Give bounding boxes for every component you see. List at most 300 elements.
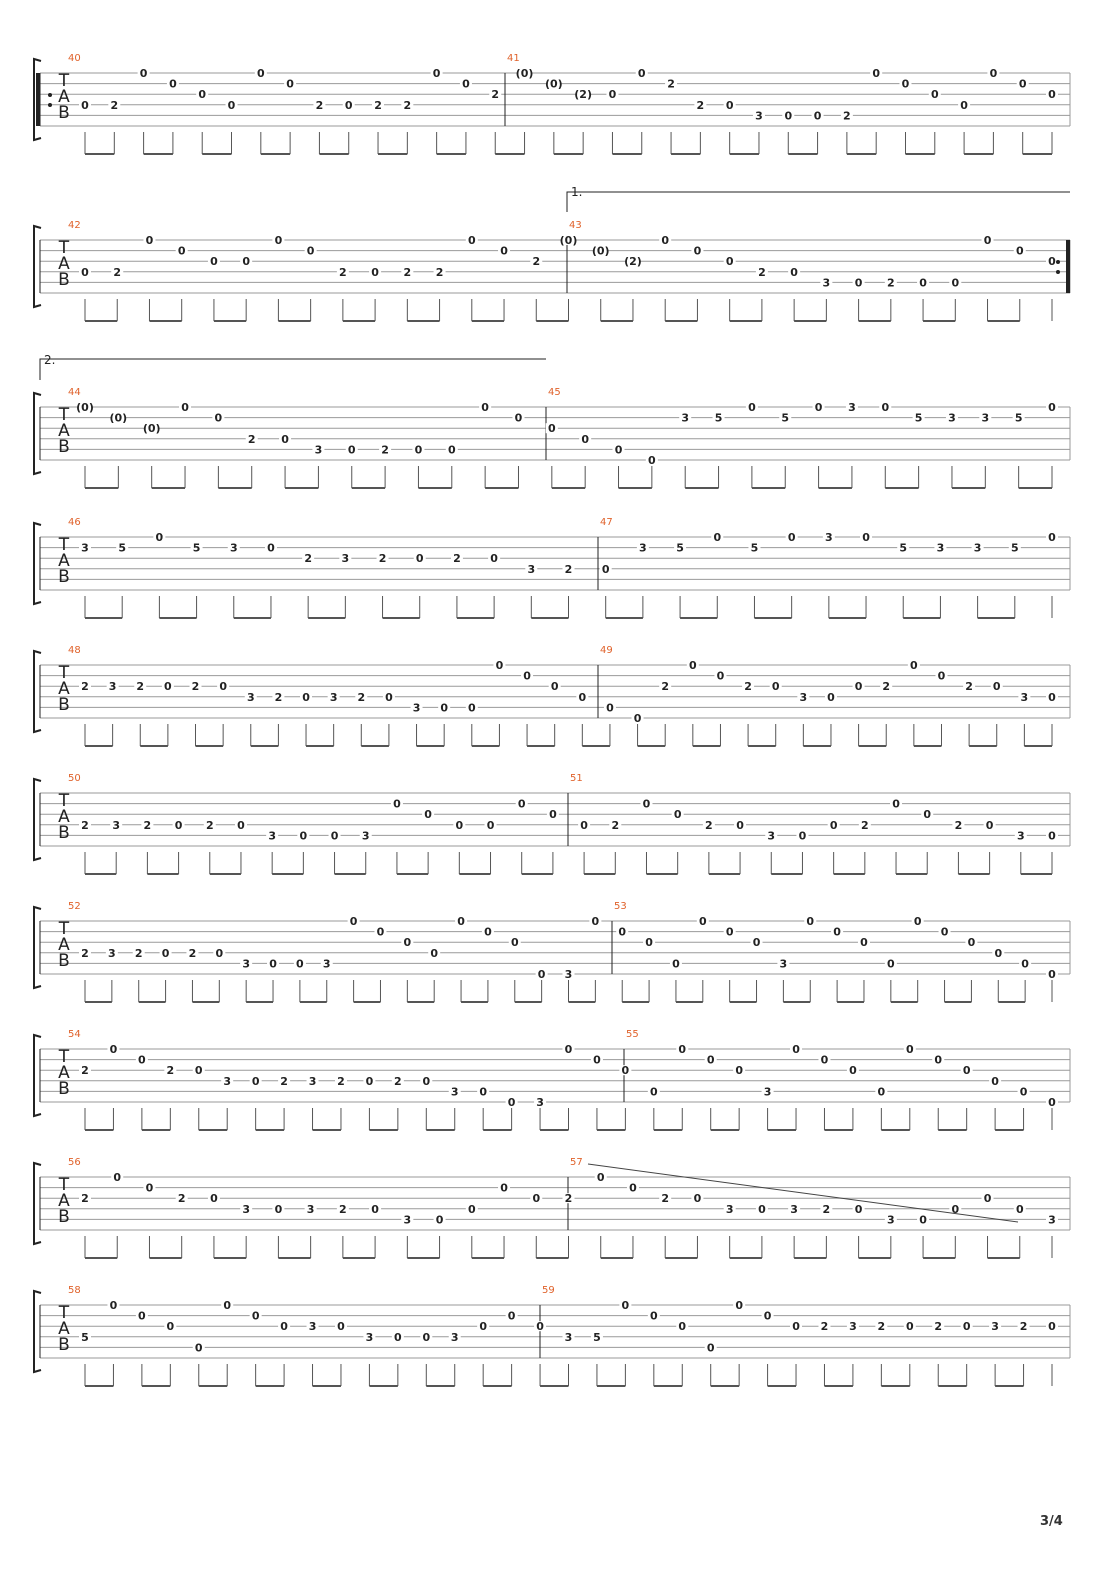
fret-number: 0 [678,1320,687,1334]
tab-system [34,1157,1070,1258]
tab-clef-letter: T [58,535,70,555]
fret-number: 0 [532,1192,541,1206]
fret-number: 0 [792,1043,800,1056]
fret-number: 0 [706,1053,715,1067]
fret-number: 0 [854,276,863,290]
fret-number: 0 [139,67,148,80]
volta-label: 2. [44,353,56,367]
fret-number: 0 [109,1043,118,1056]
volta-bracket [567,192,1070,212]
tab-clef-letter: A [58,1063,70,1083]
fret-number: 0 [661,234,670,247]
tab-system [34,901,1070,1002]
fret-number: 0 [547,422,556,436]
fret-number: 0 [913,915,922,928]
fret-number: 0 [169,77,177,91]
fret-number: 2 [661,1192,670,1206]
fret-number: 0 [735,1299,743,1312]
tab-clef-letter: T [58,1303,70,1323]
fret-number: 2 [696,98,705,112]
fret-number: 2 [81,1192,89,1206]
fret-number: 0 [645,936,653,950]
fret-number: 3 [639,541,647,555]
fret-number: 0 [1048,968,1056,981]
measure-number: 48 [68,645,81,656]
fret-number: 2 [705,818,713,832]
fret-number: 0 [596,1171,605,1184]
fret-number: 2 [491,88,500,102]
fret-number: 2 [820,1320,829,1334]
fret-number: 0 [642,797,651,811]
fret-number: 0 [689,659,697,672]
fret-number: 0 [145,1181,154,1195]
measure-number: 51 [570,773,583,784]
fret-number: 0 [349,915,358,928]
fret-number: 2 [403,98,412,112]
fret-number: (0) [544,77,563,91]
fret-number: 2 [934,1320,943,1334]
fret-number: 0 [923,808,932,822]
fret-number: 2 [435,265,444,279]
fret-number: 0 [81,98,89,112]
repeat-signs [36,73,1070,293]
fret-number: 0 [237,818,245,832]
fret-number: 0 [578,690,587,704]
fret-number: 0 [649,1085,658,1099]
fret-number: 0 [181,401,189,414]
fret-number: 0 [393,797,401,811]
repeat-thick-bar [36,73,40,126]
measure-number: 41 [507,53,520,64]
fret-number: 0 [155,531,164,544]
measure-number: 47 [600,517,613,528]
fret-number: 3 [536,1096,544,1109]
tab-clef-letter: B [58,1335,70,1355]
fret-number: 0 [1048,255,1056,269]
fret-number: 0 [422,1074,431,1088]
fret-number: 3 [564,1330,573,1344]
fret-number: 2 [315,98,324,112]
fret-number: 0 [299,829,308,843]
fret-number: 0 [549,808,557,822]
tab-clef-letter: A [58,254,70,274]
fret-number: 0 [457,915,465,928]
fret-number: 0 [991,1074,999,1088]
fret-number: 2 [177,1192,186,1206]
fret-number: 0 [940,925,949,939]
fret-number: 0 [591,915,600,928]
slide-line [588,1164,1018,1222]
fret-number: 2 [532,255,541,269]
fret-number: 0 [849,1064,857,1078]
fret-number: 2 [81,1064,89,1078]
fret-number: 0 [854,680,863,694]
fret-number: 3 [779,957,788,971]
fret-number: 2 [378,552,387,566]
fret-number: 0 [763,1309,772,1323]
fret-number: 2 [357,690,366,704]
tab-clef-letter: B [58,270,70,290]
fret-number: 0 [523,669,531,683]
fret-number: 0 [330,829,339,843]
fret-number: 3 [81,541,89,555]
fret-number: 3 [314,443,323,457]
fret-number: 0 [787,531,796,544]
fret-number: 0 [302,690,310,704]
tab-system [34,220,1070,321]
fret-number: 2 [381,443,389,457]
measure-number: 55 [626,1029,639,1040]
fret-number: 2 [339,1202,347,1216]
fret-number: 0 [693,244,702,258]
fret-number: 5 [781,411,790,425]
tab-clef-letter: T [58,919,70,939]
fret-number: 3 [322,957,331,971]
fret-number: 0 [138,1309,146,1323]
fret-number: 0 [371,1202,379,1216]
fret-number: 0 [467,1202,476,1216]
fret-number: 0 [951,1202,960,1216]
fret-number: 0 [725,925,734,939]
fret-number: 3 [564,968,573,981]
fret-number: 2 [667,77,675,91]
fret-number: 2 [744,680,752,694]
tab-system [34,645,1070,746]
fret-number: 0 [376,925,385,939]
fret-number: 2 [661,680,670,694]
fret-number: 0 [581,432,590,446]
fret-number: 0 [930,88,939,102]
fret-number: 3 [361,829,370,843]
fret-number: 3 [763,1085,772,1099]
fret-number: 2 [339,265,347,279]
fret-number: 2 [274,690,283,704]
fret-number: 0 [481,401,489,414]
fret-number: 3 [403,1213,412,1227]
fret-number: 2 [280,1074,288,1088]
tab-clef-letter: B [58,1079,70,1099]
fret-number: 3 [767,829,776,843]
volta-first [567,185,1070,212]
fret-number: 0 [608,88,617,102]
fret-number: 2 [843,109,851,123]
tab-clef-letter: T [58,405,70,425]
fret-number: 0 [177,244,186,258]
fret-number: 0 [1048,829,1056,843]
fret-number: 3 [1048,1213,1056,1227]
fret-number: 3 [848,401,856,414]
tab-clef-letter: B [58,823,70,843]
measure-number: 52 [68,901,81,912]
fret-number: 0 [1018,77,1027,91]
fret-number: 0 [415,552,424,566]
fret-number: 0 [813,109,822,123]
fret-number: 3 [112,818,121,832]
measure-number: 58 [68,1285,81,1296]
fret-number: 0 [606,701,614,715]
fret-number: 3 [799,690,808,704]
fret-number: 2 [136,680,145,694]
fret-number: (0) [109,411,128,425]
fret-number: 0 [725,255,734,269]
fret-number: 2 [166,1064,175,1078]
fret-number: 0 [937,669,946,683]
fret-number: 0 [748,401,756,414]
fret-number: 0 [860,936,868,950]
fret-number: 3 [229,541,238,555]
fret-number: 0 [267,541,275,555]
tab-clef-letter: T [58,663,70,683]
fret-number: (0) [142,422,161,436]
fret-number: 0 [440,701,448,715]
tab-system [34,387,1070,488]
fret-number: 0 [296,957,304,971]
fret-number: 0 [614,443,623,457]
fret-number: 2 [954,818,963,832]
fret-number: 0 [792,1320,800,1334]
fret-number: 5 [1010,541,1019,555]
fret-number: 0 [564,1043,573,1056]
fret-number: 0 [820,1053,829,1067]
fret-number: 0 [784,109,793,123]
fret-number: 0 [752,936,761,950]
fret-number: 2 [1019,1320,1028,1334]
fret-number: 0 [347,443,356,457]
fret-number: 3 [308,1074,317,1088]
measure-number: 56 [68,1157,81,1168]
fret-number: 0 [467,234,476,247]
fret-number: 0 [281,432,289,446]
fret-number: 0 [435,1213,444,1227]
fret-number: 0 [490,552,498,566]
fret-number: 3 [849,1320,857,1334]
fret-number: 0 [735,1064,743,1078]
fret-number: 3 [1016,829,1025,843]
fret-number: 0 [593,1053,601,1067]
fret-number: 0 [580,818,588,832]
fret-number: 0 [479,1320,488,1334]
fret-number: 2 [81,946,89,960]
fret-number: 2 [143,818,152,832]
fret-number: 3 [790,1202,798,1216]
measure-number: 59 [542,1285,555,1296]
fret-number: 0 [736,818,744,832]
measure-number: 42 [68,220,81,231]
fret-number: 0 [550,680,559,694]
fret-number: 3 [268,829,276,843]
fret-number: 0 [194,1064,203,1078]
fret-number: 2 [81,818,89,832]
tab-clef-letter: T [58,71,70,91]
fret-number: 0 [1048,88,1056,102]
fret-number: 2 [453,552,461,566]
fret-number: 3 [981,411,990,425]
fret-number: 0 [286,77,294,91]
fret-number: 0 [210,255,218,269]
repeat-dot [1056,260,1060,264]
fret-number: 0 [678,1043,687,1056]
fret-number: 0 [967,936,976,950]
fret-number: (0) [591,244,610,258]
fret-number: 2 [861,818,869,832]
fret-number: 5 [914,411,923,425]
fret-number: 0 [827,690,835,704]
fret-number: 5 [593,1330,601,1344]
fret-number: 2 [877,1320,886,1334]
fret-number: 0 [109,1299,118,1312]
fret-number: 0 [892,797,900,811]
tab-system [34,1029,1070,1130]
fret-number: 3 [936,541,945,555]
measure-number: 45 [548,387,561,398]
tab-system [34,1285,1070,1386]
fret-number: 0 [989,67,998,80]
fret-number: 0 [905,1320,914,1334]
fret-number: 0 [1048,1320,1056,1334]
fret-number: 3 [681,411,690,425]
fret-number: 0 [219,680,227,694]
measure-number: 44 [68,387,81,398]
tab-clef-letter: B [58,103,70,123]
fret-number: 0 [618,925,627,939]
tab-clef-letter: A [58,1319,70,1339]
fret-number: 0 [500,1181,508,1195]
fret-number: 5 [676,541,684,555]
fret-number: 3 [822,276,831,290]
fret-number: 3 [450,1085,459,1099]
fret-number: 0 [985,818,994,832]
fret-number: 0 [210,1192,218,1206]
fret-number: 0 [484,925,492,939]
fret-number: 0 [385,690,393,704]
fret-number: 0 [790,265,798,279]
fret-number: 0 [344,98,353,112]
tab-clef-letter: A [58,421,70,441]
fret-number: 2 [247,432,256,446]
fret-number: 5 [118,541,127,555]
fret-number: 0 [829,818,838,832]
tab-clef-letter: A [58,679,70,699]
tab-clef-letter: A [58,935,70,955]
fret-number: 0 [648,454,656,467]
fret-number: 3 [223,1074,232,1088]
fret-number: 3 [527,562,536,576]
tab-clef-letter: A [58,807,70,827]
fret-number: 0 [517,797,526,811]
tab-clef-letter: A [58,1191,70,1211]
fret-number: 2 [205,818,214,832]
fret-number: 0 [919,1213,927,1227]
fret-number: 0 [862,531,870,544]
fret-number: 0 [430,946,439,960]
fret-number: 2 [191,680,200,694]
fret-number: 0 [223,1299,232,1312]
fret-number: 0 [242,255,250,269]
fret-number: 0 [983,234,992,247]
repeat-dot [48,93,52,97]
tab-system [34,53,1070,154]
fret-number: 0 [994,946,1003,960]
tab-system [34,773,1070,874]
fret-number: 0 [621,1299,630,1312]
fret-number: 5 [192,541,201,555]
fret-number: 0 [901,77,910,91]
tab-clef-letter: T [58,1175,70,1195]
fret-number: 5 [714,411,723,425]
measure-number: 46 [68,517,81,528]
fret-number: 0 [798,829,807,843]
fret-number: 0 [887,957,895,971]
fret-number: 3 [108,946,116,960]
fret-number: 2 [134,946,143,960]
fret-number: 0 [814,401,823,414]
fret-number: 3 [755,109,763,123]
fret-number: 0 [1021,957,1029,971]
fret-number: (0) [76,401,94,414]
fret-number: 0 [1015,1202,1024,1216]
fret-number: 0 [161,946,170,960]
measure-number: 57 [570,1157,583,1168]
volta-label: 1. [571,185,583,199]
fret-number: 5 [81,1330,89,1344]
fret-number: 3 [108,680,117,694]
fret-number: 3 [329,690,338,704]
fret-number: 0 [422,1330,431,1344]
tab-clef-letter: B [58,1207,70,1227]
fret-number: 5 [1014,411,1023,425]
fret-number: 0 [1048,531,1056,544]
fret-number: 3 [887,1213,895,1227]
fret-number: 2 [887,276,895,290]
fret-number: 0 [1048,1096,1056,1109]
tab-clef-letter: B [58,951,70,971]
fret-number: 0 [306,244,315,258]
fret-number: 0 [371,265,379,279]
fret-number: 0 [637,67,646,80]
repeat-dot [1056,270,1060,274]
fret-number: 0 [877,1085,886,1099]
fret-number: 0 [507,1309,516,1323]
fret-number: 0 [500,244,508,258]
tab-clef-letter: A [58,551,70,571]
fret-number: 3 [973,541,982,555]
measure-number: 40 [68,53,81,64]
tab-clef-letter: B [58,437,70,457]
fret-number: 5 [750,541,759,555]
fret-number: 0 [227,98,236,112]
fret-number: 0 [479,1085,488,1099]
fret-number: 2 [394,1074,402,1088]
measure-number: 50 [68,773,81,784]
fret-number: 0 [934,1053,943,1067]
fret-number: 0 [251,1074,260,1088]
fret-number: 0 [214,411,223,425]
tab-systems [34,53,1070,1386]
fret-number: 3 [306,1202,315,1216]
fret-number: 3 [825,531,833,544]
fret-number: 0 [462,77,470,91]
fret-number: 2 [188,946,197,960]
fret-number: 0 [274,1202,283,1216]
fret-number: 0 [854,1202,863,1216]
fret-number: 0 [771,680,780,694]
fret-number: 0 [919,276,927,290]
fret-number: 0 [872,67,881,80]
fret-number: 0 [881,401,890,414]
fret-number: 0 [992,680,1001,694]
fret-number: 0 [145,234,154,247]
fret-number: 2 [564,562,573,576]
